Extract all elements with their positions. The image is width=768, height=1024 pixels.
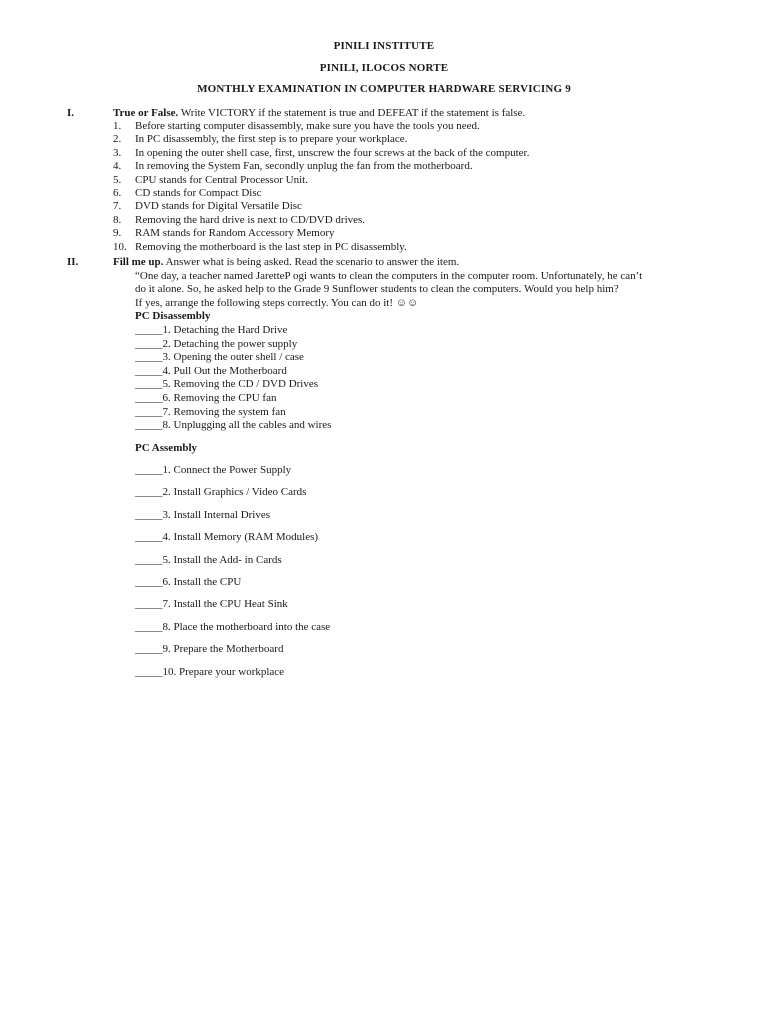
question-text: Before starting computer disassembly, make sure you have the tools you need. (135, 120, 480, 132)
disassembly-step: _____5. Removing the CD / DVD Drives (135, 378, 319, 391)
disassembly-step: _____7. Removing the system fan (135, 405, 286, 418)
assembly-step: _____5. Install the Add- in Cards (135, 553, 282, 566)
question-number: 4. (113, 160, 122, 173)
disassembly-step: _____8. Unplugging all the cables and wires (135, 419, 332, 432)
assembly-step: _____7. Install the CPU Heat Sink (135, 598, 288, 611)
assembly-step: _____6. Install the CPU (135, 576, 242, 588)
assembly-step: _____10. Prepare your workplace (135, 665, 285, 678)
exam-title: MONTHLY EXAMINATION IN COMPUTER HARDWARE SERVICING 9 (197, 83, 571, 95)
section1-heading (113, 107, 525, 120)
assembly-step: _____2. Install Graphics / Video Cards (135, 486, 307, 499)
question-text: In PC disassembly, the first step is to prepare your workplace. (135, 133, 408, 146)
question-text: CD stands for Compact Disc (135, 187, 262, 199)
question-number: 7. (113, 200, 122, 213)
assembly-step: _____9. Prepare the Motherboard (135, 643, 284, 656)
question-text: RAM stands for Random Accessory Memory (135, 227, 335, 240)
question-text: Removing the hard drive is next to CD/DVD drives. (135, 213, 366, 226)
question-number: 3. (113, 146, 122, 159)
question-number: 10. (113, 240, 127, 253)
disassembly-step: _____6. Removing the CPU fan (135, 392, 277, 404)
question-number: 2. (113, 133, 122, 146)
section1-number: I. (67, 107, 75, 119)
assembly-title: PC Assembly (135, 442, 198, 454)
school-location: PINILI, ILOCOS NORTE (319, 62, 449, 74)
scenario-line-1: “One day, a teacher named JaretteP ogi wants to clean the computers in the computer room. Unfortunately, he can’t (135, 270, 643, 282)
question-text: DVD stands for Digital Versatile Disc (135, 200, 302, 213)
assembly-step: _____1. Connect the Power Supply (135, 464, 292, 476)
scenario-line-2: do it alone. So, he asked help to the Grade 9 Sunflower students to clean the computers. Would you help him? (135, 283, 619, 295)
disassembly-title: PC Disassembly (135, 310, 211, 322)
question-number: 1. (113, 120, 122, 132)
section2-number: II. (67, 256, 79, 268)
question-text: In removing the System Fan, secondly unplug the fan from the motherboard. (135, 160, 473, 173)
disassembly-step: _____4. Pull Out the Motherboard (135, 364, 287, 377)
question-text: CPU stands for Central Processor Unit. (135, 173, 308, 186)
question-text: In opening the outer shell case, first, unscrew the four screws at the back of the computer. (135, 146, 530, 159)
assembly-step: _____8. Place the motherboard into the case (135, 620, 331, 633)
question-number: 6. (113, 187, 122, 199)
section2-title: Fill me up. (113, 256, 164, 268)
question-number: 5. (113, 173, 122, 186)
question-number: 8. (113, 213, 122, 226)
school-name: PINILI INSTITUTE (333, 40, 435, 52)
section1-instruction: Write VICTORY if the statement is true and DEFEAT if the statement is false. (180, 107, 526, 119)
assembly-step: _____4. Install Memory (RAM Modules) (135, 531, 319, 544)
section2-instruction: Answer what is being asked. Read the scenario to answer the item. (165, 256, 460, 268)
question-text: Removing the motherboard is the last step in PC disassembly. (135, 240, 407, 253)
question-number: 9. (113, 227, 122, 240)
section1-title: True or False. (113, 107, 179, 119)
section2-heading (113, 256, 459, 269)
assembly-step: _____3. Install Internal Drives (135, 508, 271, 521)
disassembly-step: _____2. Detaching the power supply (135, 337, 298, 350)
scenario-line-3: If yes, arrange the following steps correctly. You can do it! ☺☺ (135, 297, 419, 309)
disassembly-step: _____3. Opening the outer shell / case (135, 351, 304, 364)
disassembly-step: _____1. Detaching the Hard Drive (135, 324, 288, 336)
